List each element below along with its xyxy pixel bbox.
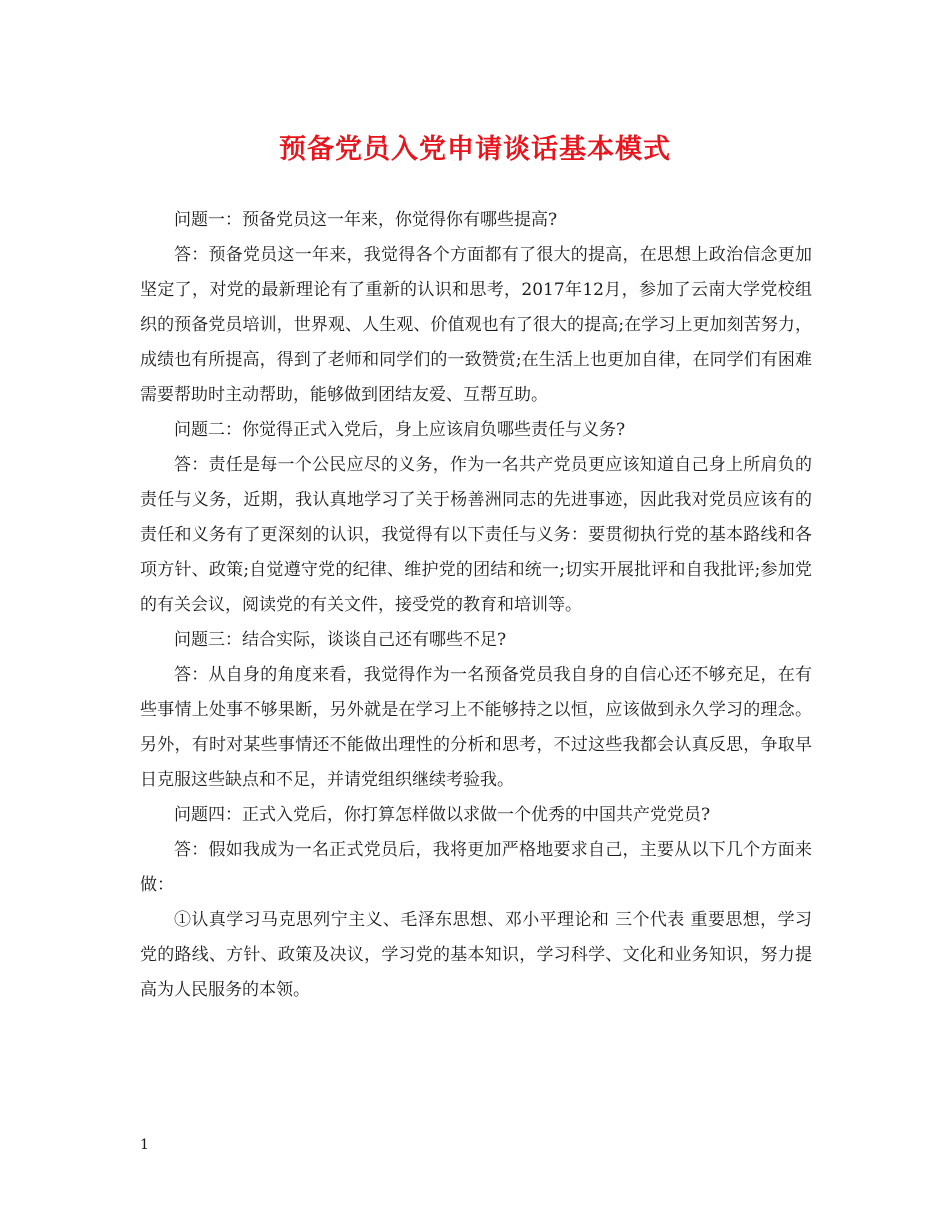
question-2: 问题二：你觉得正式入党后，身上应该肩负哪些责任与义务? (174, 420, 626, 440)
question-3: 问题三：结合实际，谈谈自己还有哪些不足? (174, 630, 507, 650)
answer-4-item-1: ①认真学习马克思列宁主义、毛泽东思想、邓小平理论和 三个代表 重要思想，学习党的路线、方针、政策及决议，学习党的基本知识，学习科学、文化和业务知识，努力提高为人民服务的本领。 (140, 910, 812, 1000)
document-title: 预备党员入党申请谈话基本模式 (279, 134, 671, 165)
answer-2: 答：责任是每一个公民应尽的义务，作为一名共产党员更应该知道自己身上所肩负的责任与义务，近期，我认真地学习了关于杨善洲同志的先进事迹，因此我对党员应该有的责任和义务有了更深刻的认识，我觉得有以下责任与义务：要贯彻执行党的基本路线和各项方针、政策;自觉遵守党的纪律、维护党的团结和统一;切实开展批评和自我批评;参加党的有关会议，阅读党的有关文件，接受党的教育和培训等。 (140, 455, 812, 615)
page-number: 1 (140, 1137, 149, 1153)
answer-3: 答：从自身的角度来看，我觉得作为一名预备党员我自身的自信心还不够充足，在有些事情上处事不够果断，另外就是在学习上不能够持之以恒，应该做到永久学习的理念。另外，有时对某些事情还不能做出理性的分析和思考，不过这些我都会认真反思，争取早日克服这些缺点和不足，并请党组织继续考验我。 (140, 665, 812, 790)
question-4: 问题四：正式入党后，你打算怎样做以求做一个优秀的中国共产党党员? (174, 805, 711, 825)
answer-4: 答：假如我成为一名正式党员后，我将更加严格地要求自己，主要从以下几个方面来做： (140, 840, 812, 895)
question-1: 问题一：预备党员这一年来，你觉得你有哪些提高? (174, 210, 558, 230)
document-body (140, 203, 812, 1008)
answer-1: 答：预备党员这一年来，我觉得各个方面都有了很大的提高，在思想上政治信念更加坚定了，对党的最新理论有了重新的认识和思考，2017年12月，参加了云南大学党校组织的预备党员培训，世界观、人生观、价值观也有了很大的提高;在学习上更加刻苦努力，成绩也有所提高，得到了老师和同学们的一致赞赏;在生活上也更加自律，在同学们有困难需要帮助时主动帮助，能够做到团结友爱、互帮互助。 (140, 245, 812, 405)
